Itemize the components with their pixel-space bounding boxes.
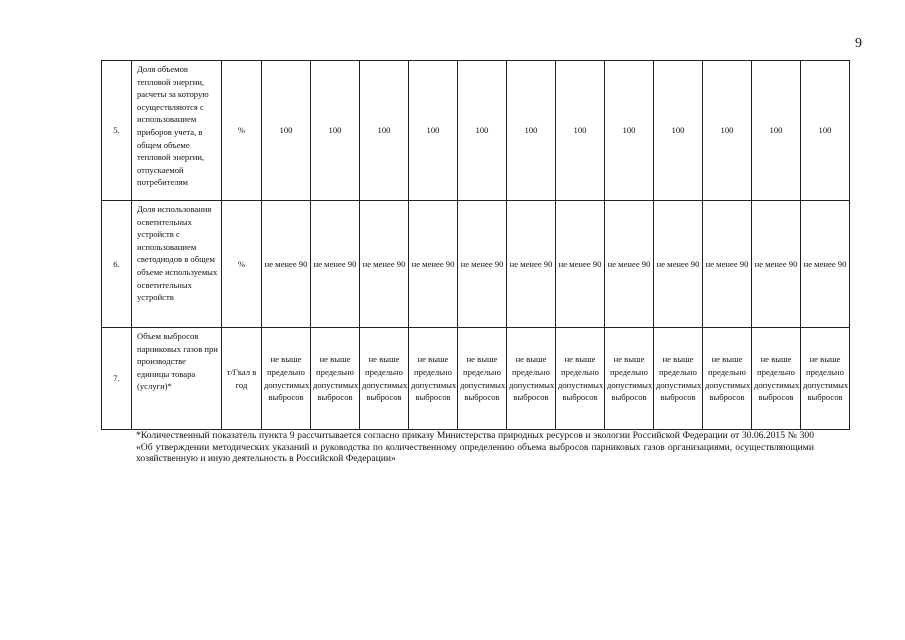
value-cell: 100 — [458, 61, 507, 201]
value-cell: не выше предельно допустимых выбросов — [605, 328, 654, 430]
value-cell: не выше предельно допустимых выбросов — [752, 328, 801, 430]
table-row — [102, 328, 850, 430]
indicator-name: Доля объемов тепловой энергии, расчеты за которую осуществляются с использованием приборов учета, в общем объеме тепловой энергии, отпускаемой потребителям — [132, 61, 222, 201]
unit-cell: % — [222, 201, 262, 328]
value-cell: не менее 90 — [654, 201, 703, 328]
value-cell: не менее 90 — [752, 201, 801, 328]
value-cell: не выше предельно допустимых выбросов — [507, 328, 556, 430]
value-cell: не выше предельно допустимых выбросов — [311, 328, 360, 430]
row-number: 5. — [102, 61, 132, 201]
unit-cell: т/Гкал в год — [222, 328, 262, 430]
value-cell: не менее 90 — [311, 201, 360, 328]
value-cell: 100 — [360, 61, 409, 201]
unit-cell: % — [222, 61, 262, 201]
table-row — [102, 61, 850, 201]
value-cell: 100 — [752, 61, 801, 201]
row-number: 7. — [102, 328, 132, 430]
indicator-name: Объем выбросов парниковых газов при производстве единицы товара (услуги)* — [132, 328, 222, 430]
value-cell: 100 — [703, 61, 752, 201]
value-cell: не менее 90 — [703, 201, 752, 328]
table-row — [102, 201, 850, 328]
value-cell: не выше предельно допустимых выбросов — [556, 328, 605, 430]
value-cell: не менее 90 — [262, 201, 311, 328]
value-cell: не выше предельно допустимых выбросов — [409, 328, 458, 430]
value-cell: 100 — [311, 61, 360, 201]
value-cell: 100 — [262, 61, 311, 201]
value-cell: 100 — [801, 61, 850, 201]
value-cell: не менее 90 — [458, 201, 507, 328]
value-cell: 100 — [605, 61, 654, 201]
value-cell: не менее 90 — [556, 201, 605, 328]
indicator-name: Доля использования осветительных устройств с использованием светодиодов в общем объеме используемых осветительных устройств — [132, 201, 222, 328]
value-cell: не выше предельно допустимых выбросов — [262, 328, 311, 430]
value-cell: не выше предельно допустимых выбросов — [703, 328, 752, 430]
value-cell: не выше предельно допустимых выбросов — [654, 328, 703, 430]
row-number: 6. — [102, 201, 132, 328]
value-cell: не менее 90 — [605, 201, 654, 328]
value-cell: не менее 90 — [409, 201, 458, 328]
value-cell: 100 — [507, 61, 556, 201]
footnote: *Количественный показатель пункта 9 рассчитывается согласно приказу Министерства природных ресурсов и экологии Российской Федерации от 30.06.2015 № 300 «Об утверждении методических указаний и руководства по количественному определению объема выбросов парниковых газов организациями, осуществляющими хозяйственную и иную деятельность в Российской Федерации» — [136, 430, 814, 465]
value-cell: не менее 90 — [801, 201, 850, 328]
indicators-table — [101, 60, 850, 430]
value-cell: не выше предельно допустимых выбросов — [801, 328, 850, 430]
value-cell: не выше предельно допустимых выбросов — [360, 328, 409, 430]
page-number: 9 — [855, 36, 862, 51]
value-cell: 100 — [409, 61, 458, 201]
value-cell: 100 — [654, 61, 703, 201]
value-cell: не выше предельно допустимых выбросов — [458, 328, 507, 430]
value-cell: 100 — [556, 61, 605, 201]
value-cell: не менее 90 — [507, 201, 556, 328]
value-cell: не менее 90 — [360, 201, 409, 328]
